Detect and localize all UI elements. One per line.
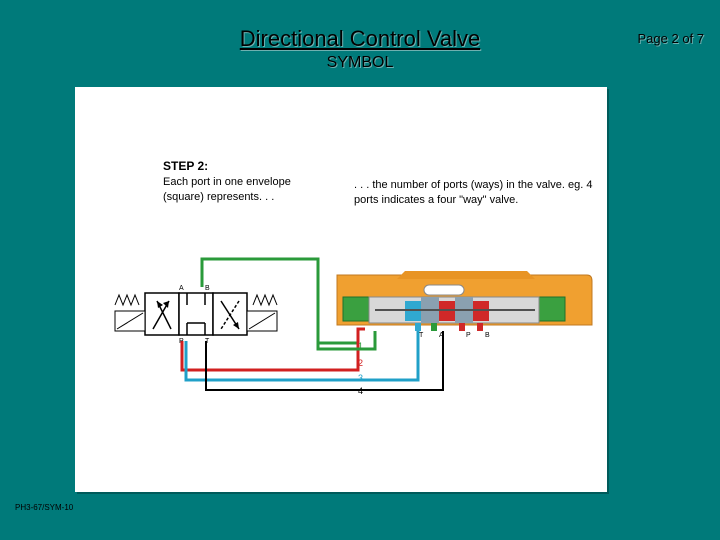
solenoid-housing-left: [343, 297, 369, 321]
line-number-1: 1: [358, 341, 364, 351]
line-number-2: 2: [358, 358, 364, 368]
spring-left-icon: [115, 295, 139, 305]
valve-cutaway: [337, 271, 592, 339]
symbol-port-a: A: [179, 285, 184, 292]
page-title: Directional Control Valve: [239, 26, 481, 51]
line-3-blue: [186, 331, 418, 380]
line-number-4: 4: [358, 386, 364, 396]
valve-port-label-1: T: [419, 332, 424, 339]
port-a-passage: [431, 323, 437, 331]
ports-explanation: . . . the number of ports (ways) in the valve. eg. 4 ports indicates a four "way" valve.: [354, 179, 593, 206]
step-title: STEP 2:: [163, 159, 209, 173]
line-green-to-valve: [318, 331, 375, 349]
valve-body-top: [397, 271, 535, 279]
line-number-3: 3: [358, 373, 364, 383]
page-number: Page 2 of 7: [637, 31, 704, 46]
symbol-envelope-center: [179, 293, 213, 335]
content-panel: [75, 87, 607, 492]
port-p-passage: [459, 323, 465, 331]
symbol-port-p: P: [179, 338, 184, 345]
valve-diagram: [75, 87, 607, 492]
port-b-passage: [477, 323, 483, 331]
page-subtitle: SYMBOL: [326, 54, 394, 71]
symbol-port-t: T: [205, 338, 210, 345]
valve-port-label-3: P: [466, 332, 471, 339]
symbol-port-b: B: [205, 285, 210, 292]
step-text: Each port in one envelope (square) represents. . .: [163, 176, 291, 203]
valve-port-label-2: A: [439, 332, 444, 339]
solenoid-housing-right: [539, 297, 565, 321]
port-t-passage: [415, 323, 421, 331]
valve-symbol: [115, 285, 277, 345]
spring-right-icon: [253, 295, 277, 305]
spool-window: [424, 285, 464, 295]
slide-id: PH3-67/SYM-10: [15, 503, 74, 512]
valve-port-label-4: B: [485, 332, 490, 339]
